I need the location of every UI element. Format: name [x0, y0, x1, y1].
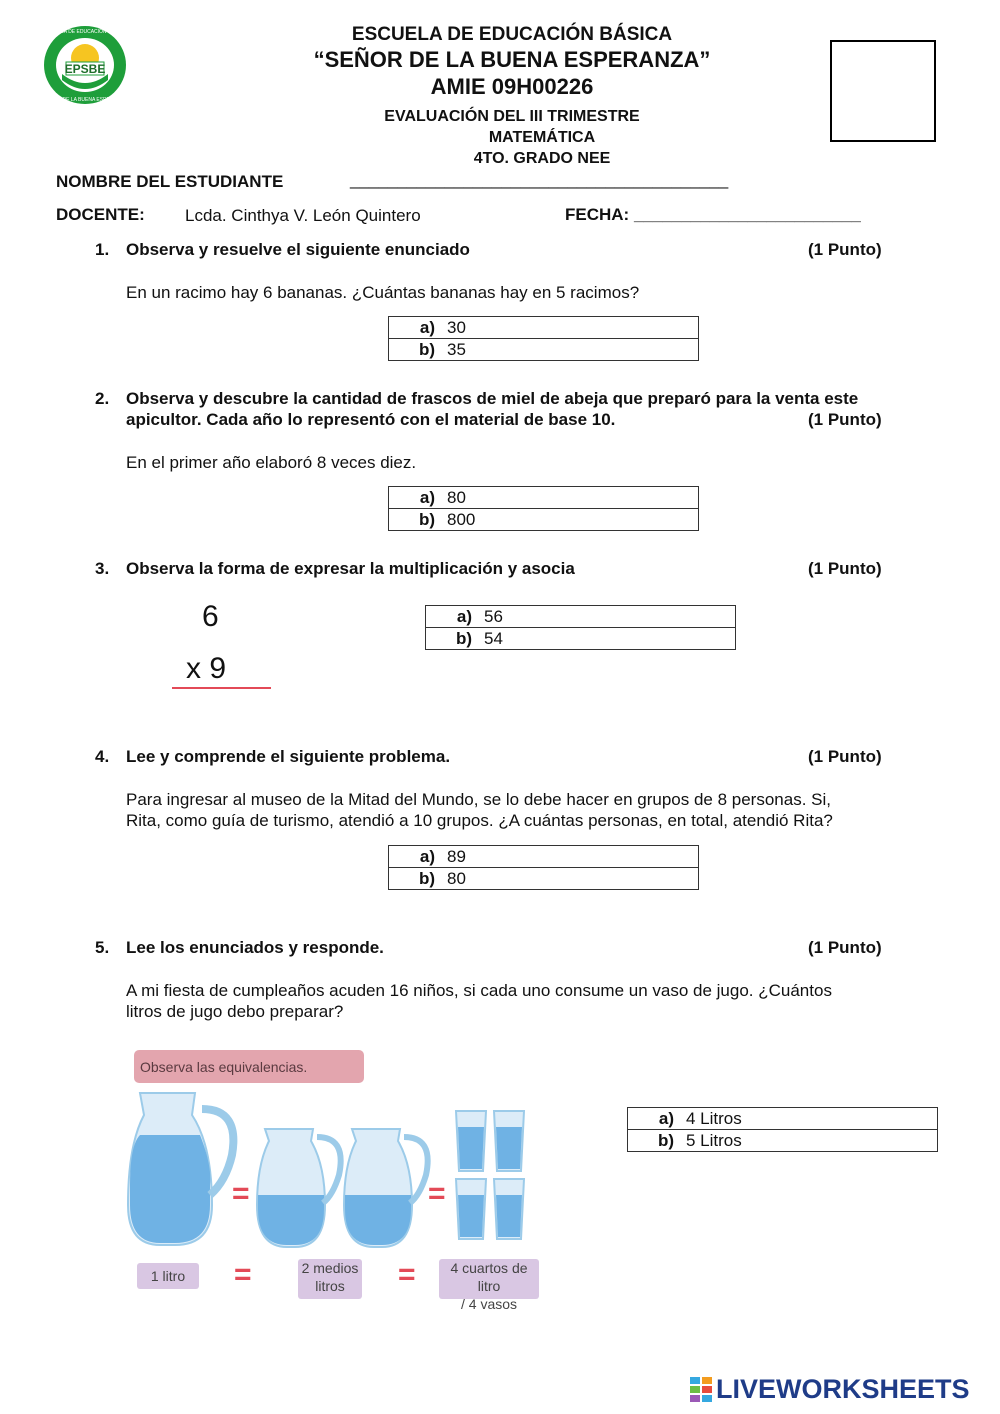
equivalence-banner-text: Observa las equivalencias.: [140, 1059, 308, 1075]
logo-ring-top: ESCUELA DE EDUCACIÓN BÁSICA: [43, 29, 127, 35]
eval-title: EVALUACIÓN DEL III TRIMESTRE: [384, 108, 640, 125]
big-pitcher-icon: [128, 1093, 233, 1245]
label-3-line1: 4 cuartos de litro: [450, 1260, 528, 1294]
question-2-points: (1 Punto): [808, 410, 882, 429]
label-1-litro: [137, 1263, 199, 1289]
option-row[interactable]: [426, 628, 736, 650]
question-2-text: En el primer año elaboró 8 veces diez.: [126, 453, 417, 472]
equals-sign-1: =: [232, 1177, 250, 1210]
liveworksheets-logo: [690, 1374, 970, 1405]
label-1-text: 1 litro: [150, 1268, 186, 1284]
question-2-title-line1: Observa y descubre la cantidad de frascos de miel de abeja que preparó para la venta este: [126, 389, 859, 408]
equals-sign-4: =: [398, 1258, 416, 1291]
question-2-number: 2.: [95, 389, 110, 408]
teacher-label: DOCENTE:: [56, 205, 145, 224]
amie-code: AMIE 09H00226: [430, 74, 594, 99]
question-5-number: 5.: [95, 938, 110, 957]
logo-text: EPSBE: [64, 62, 106, 76]
date-field[interactable]: FECHA: ________________________: [565, 205, 861, 224]
photo-box: [830, 40, 936, 142]
question-2-options: [388, 486, 699, 531]
option-value: 35: [447, 339, 466, 359]
option-value: 56: [484, 606, 503, 626]
option-letter: a): [456, 606, 472, 626]
label-2-medios: [298, 1259, 362, 1299]
option-value: 5 Litros: [686, 1130, 742, 1150]
question-3-number: 3.: [95, 559, 110, 578]
glass-icon: [456, 1179, 486, 1239]
multiplication-top: 6: [202, 600, 219, 633]
school-line1: ESCUELA DE EDUCACIÓN BÁSICA: [351, 24, 673, 45]
option-row[interactable]: [389, 846, 699, 868]
question-5-text-line1: A mi fiesta de cumpleaños acuden 16 niños, si cada uno consume un vaso de jugo. ¿Cuántos: [126, 981, 832, 1000]
option-value: 54: [484, 628, 503, 648]
option-letter: b): [657, 1130, 674, 1150]
multiplication-bottom: x 9: [186, 652, 227, 685]
label-3-line2: / 4 vasos: [460, 1296, 518, 1312]
question-4-points: (1 Punto): [808, 747, 882, 766]
option-letter: b): [418, 868, 435, 888]
option-value: 30: [447, 317, 466, 337]
question-2-title-line2: apicultor. Cada año lo representó con el material de base 10.: [126, 410, 616, 429]
option-row[interactable]: [628, 1108, 938, 1130]
option-row[interactable]: [426, 606, 736, 628]
student-name-field[interactable]: ________________________________________: [350, 170, 729, 189]
question-1-options: [388, 316, 699, 361]
question-3-options: [425, 605, 736, 650]
question-1-number: 1.: [95, 240, 110, 259]
glass-icon: [494, 1111, 524, 1171]
equivalence-banner: [134, 1050, 364, 1083]
option-letter: a): [419, 487, 435, 507]
teacher-name: Lcda. Cinthya V. León Quintero: [185, 206, 421, 225]
question-4-options: [388, 845, 699, 890]
option-value: 80: [447, 487, 466, 507]
option-value: 4 Litros: [686, 1108, 742, 1128]
school-heading: [300, 24, 724, 100]
option-letter: b): [418, 509, 435, 529]
option-letter: a): [419, 317, 435, 337]
option-letter: b): [418, 339, 435, 359]
liveworksheets-brand: LIVEWORKSHEETS: [716, 1374, 970, 1404]
option-letter: b): [455, 628, 472, 648]
school-logo: [42, 24, 128, 106]
glass-icon: [494, 1179, 524, 1239]
medium-pitcher-icon: [344, 1129, 428, 1247]
question-4-text-line1: Para ingresar al museo de la Mitad del Mundo, se lo debe hacer en grupos de 8 personas. Si,: [126, 790, 831, 809]
liveworksheets-icon: [690, 1377, 712, 1403]
medium-pitcher-icon: [257, 1129, 341, 1247]
equals-sign-3: =: [234, 1258, 252, 1291]
option-row[interactable]: [389, 487, 699, 509]
question-3-points: (1 Punto): [808, 559, 882, 578]
pitchers-illustration: [120, 1085, 540, 1255]
question-5-text-line2: litros de jugo debo preparar?: [126, 1002, 344, 1021]
question-1-title: Observa y resuelve el siguiente enunciado: [126, 240, 470, 259]
option-row[interactable]: [389, 339, 699, 361]
option-row[interactable]: [628, 1130, 938, 1152]
equals-sign-2: =: [428, 1177, 446, 1210]
option-value: 89: [447, 846, 466, 866]
question-5-points: (1 Punto): [808, 938, 882, 957]
subject-title: MATEMÁTICA: [488, 129, 596, 146]
question-4-number: 4.: [95, 747, 110, 766]
logo-ring-bottom: SEÑOR DE LA BUENA ESPERANZA: [43, 97, 127, 103]
school-line2: “SEÑOR DE LA BUENA ESPERANZA”: [313, 47, 711, 72]
question-3-title: Observa la forma de expresar la multiplicación y asocia: [126, 559, 575, 578]
option-letter: a): [658, 1108, 674, 1128]
question-5-title: Lee los enunciados y responde.: [126, 938, 384, 957]
label-3-cuartos: [439, 1259, 539, 1312]
glass-icon: [456, 1111, 486, 1171]
label-2-line2: litros: [315, 1278, 345, 1294]
multiplication-line: [172, 687, 271, 689]
option-value: 80: [447, 868, 466, 888]
question-1-points: (1 Punto): [808, 240, 882, 259]
question-1-text: En un racimo hay 6 bananas. ¿Cuántas bananas hay en 5 racimos?: [126, 283, 640, 302]
option-value: 800: [447, 509, 476, 529]
grade-title: 4TO. GRADO NEE: [473, 150, 611, 167]
student-name-label: NOMBRE DEL ESTUDIANTE: [56, 172, 284, 191]
option-letter: a): [419, 846, 435, 866]
question-4-title: Lee y comprende el siguiente problema.: [126, 747, 451, 766]
question-4-text-line2: Rita, como guía de turismo, atendió a 10 grupos. ¿A cuántas personas, en total, atendió Rita?: [126, 811, 833, 830]
question-5-options: [627, 1107, 938, 1152]
option-row[interactable]: [389, 317, 699, 339]
label-2-line1: 2 medios: [301, 1260, 359, 1276]
option-row[interactable]: [389, 509, 699, 531]
option-row[interactable]: [389, 868, 699, 890]
